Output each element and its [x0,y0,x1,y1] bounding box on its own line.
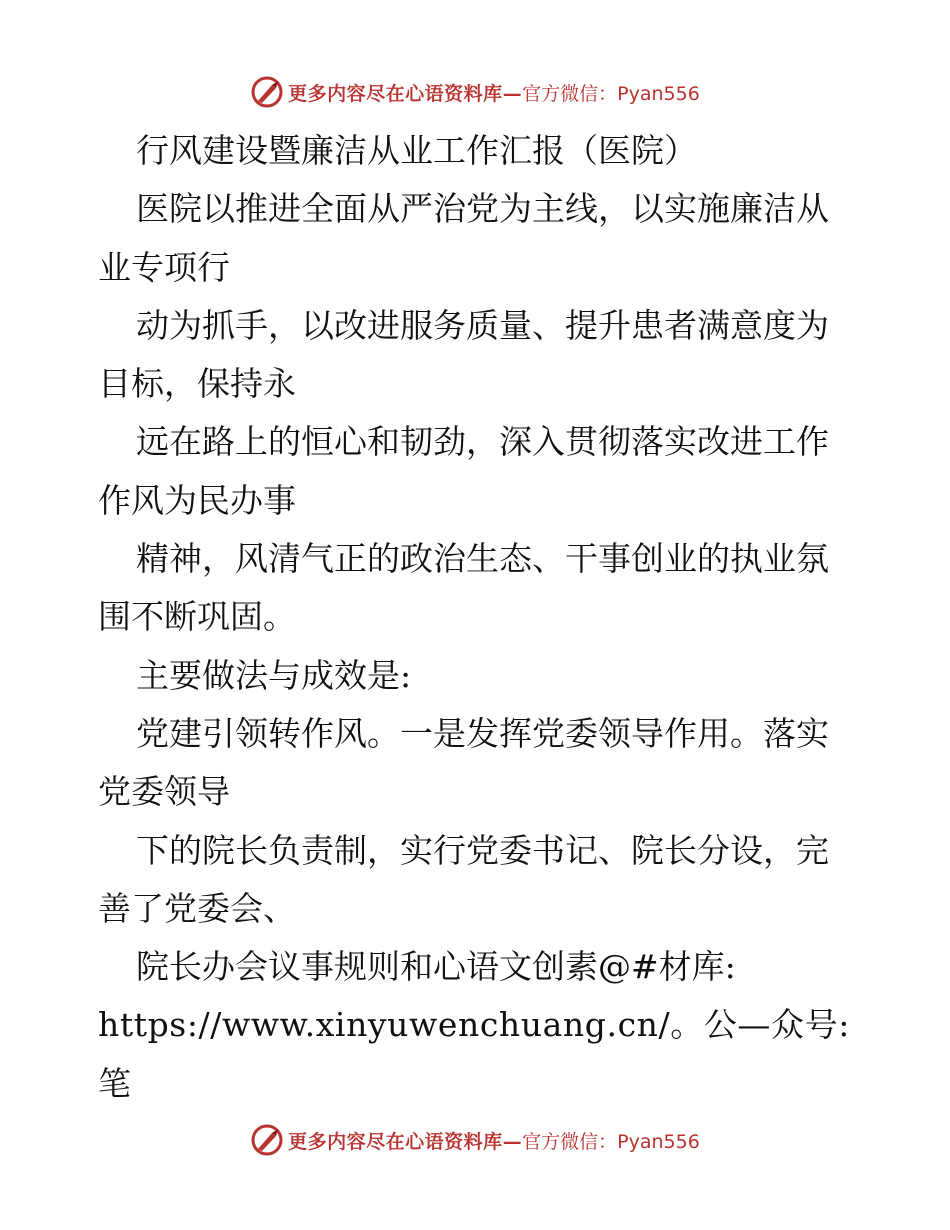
header-banner-text: 更多内容尽在心语资料库— [288,82,523,105]
footer-banner-text: 更多内容尽在心语资料库— [288,1130,523,1153]
url-line: https://www.xinyuwenchuang.cn/。公—众号: 笔 [98,1005,850,1103]
paragraph-line: 精神，风清气正的政治生态、干事创业的执业氛围不断巩固。 [98,539,829,637]
paragraph-line: 党建引领转作风。一是发挥党委领导作用。落实党委领导 [98,713,829,812]
pen-logo-icon [250,1123,284,1157]
footer-banner-contact: 官方微信：Pyan556 [522,1130,700,1153]
paragraph-line: 下的院长负责制，实行党委书记、院长分设，完善了党委会、 [98,830,829,928]
footer-watermark-banner [0,1120,950,1160]
document-body [98,122,853,1113]
paragraph-line: 医院以推进全面从严治党为主线，以实施廉洁从业专项行 [98,189,829,287]
document-title: 行风建设暨廉洁从业工作汇报（医院） [136,131,697,170]
paragraph-line: 院长办会议事规则和心语文创素@#材库: [136,947,736,987]
pen-logo-icon [250,75,284,109]
header-banner-contact: 官方微信：Pyan556 [522,82,700,105]
section-heading: 主要做法与成效是: [136,655,412,695]
paragraph-line: 远在路上的恒心和韧劲，深入贯彻落实改进工作作风为民办事 [98,422,829,520]
paragraph-line: 动为抓手，以改进服务质量、提升患者满意度为目标，保持永 [98,305,829,404]
header-watermark-banner [0,72,950,112]
